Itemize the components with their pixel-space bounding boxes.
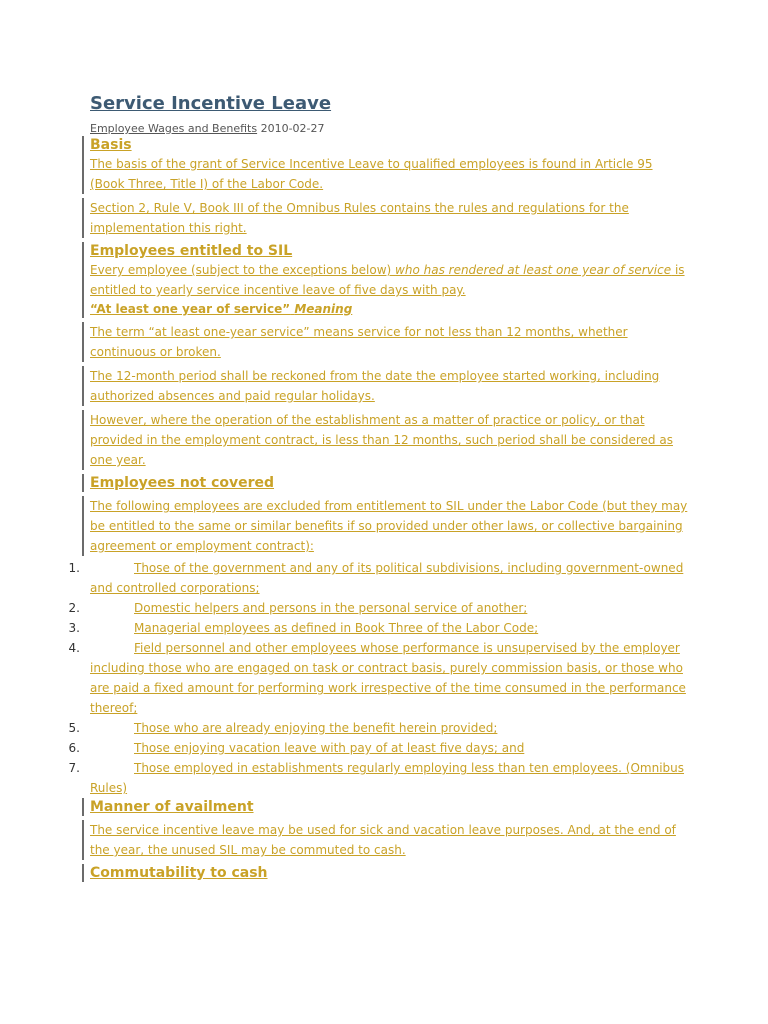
list-text: Those employed in establishments regularly employing less than ten employees. (Omnibus Rules) [90, 761, 685, 795]
entitled-paragraph-3: The 12-month period shall be reckoned from the date the employee started working, including authorized absences and paid regular holidays. [90, 369, 660, 403]
list-text: Those enjoying vacation leave with pay of at least five days; and [134, 741, 525, 755]
entitled-block-4 [82, 410, 690, 470]
entitled-paragraph-4: However, where the operation of the establishment as a matter of practice or policy, or that provided in the employment contract, is less than 12 months, such period shall be considered as one year. [90, 413, 673, 467]
section-commutability [82, 864, 690, 882]
heading-commutability: Commutability to cash [90, 865, 268, 881]
list-item [68, 618, 690, 638]
list-item [68, 638, 690, 718]
list-number: 2. [68, 601, 80, 615]
entitled-paragraph-1 [90, 260, 690, 300]
list-number: 3. [68, 621, 80, 635]
subheading-meaning [90, 300, 690, 318]
list-item [68, 558, 690, 598]
heading-entitled: Employees entitled to SIL [90, 243, 293, 259]
heading-not-covered: Employees not covered [90, 475, 275, 491]
availment-paragraph: The service incentive leave may be used for sick and vacation leave purposes. And, at the end of the year, the unused SIL may be commuted to cash. [90, 823, 676, 857]
heading-availment: Manner of availment [90, 799, 254, 815]
list-number: 4. [68, 641, 80, 655]
excluded-list [68, 558, 690, 798]
not-covered-intro: The following employees are excluded from entitlement to SIL under the Labor Code (but they may be entitled to the same or similar benefits if so provided under other laws, or collective bargaining agreement or employment contract): [90, 499, 688, 553]
not-covered-intro-block [82, 496, 690, 556]
section-entitled [82, 242, 690, 318]
list-number: 7. [68, 761, 80, 775]
list-number: 6. [68, 741, 80, 755]
heading-basis: Basis [90, 137, 132, 153]
subheading-quote: “At least one year of service” [90, 302, 291, 316]
list-number: 5. [68, 721, 80, 735]
basis-paragraph-2: Section 2, Rule V, Book III of the Omnibus Rules contains the rules and regulations for the implementation this right. [90, 201, 629, 235]
list-text: Domestic helpers and persons in the personal service of another; [134, 601, 528, 615]
list-text: Field personnel and other employees whose performance is unsupervised by the employer including those who are engaged on task or contract basis, purely commission basis, or those who are paid a fixed amount for performing work irrespective of the time consumed in the performance thereof; [90, 641, 686, 715]
availment-block [82, 820, 690, 860]
section-availment [82, 798, 690, 816]
section-not-covered [82, 474, 690, 492]
entitled-block-3 [82, 366, 690, 406]
list-item [68, 758, 690, 798]
entitled-p1-end: is entitled to yearly service incentive leave of five days with pay. [90, 263, 685, 297]
list-item [68, 598, 690, 618]
article-date: 2010-02-27 [260, 122, 325, 135]
entitled-p1-emphasis: who has rendered at least one year of service [395, 263, 672, 277]
section-basis [82, 136, 690, 194]
article-meta [90, 122, 690, 136]
list-text: Those who are already enjoying the benefit herein provided; [134, 721, 498, 735]
basis-paragraph-1: The basis of the grant of Service Incentive Leave to qualified employees is found in Article 95 (Book Three, Title I) of the Labor Code. [90, 157, 653, 191]
list-item [68, 738, 690, 758]
entitled-p1-start: Every employee (subject to the exceptions below) [90, 263, 396, 277]
article [68, 92, 690, 882]
list-text: Managerial employees as defined in Book Three of the Labor Code; [134, 621, 539, 635]
article-title[interactable]: Service Incentive Leave [90, 93, 332, 114]
list-item [68, 718, 690, 738]
entitled-block-2 [82, 322, 690, 362]
list-number: 1. [68, 561, 80, 575]
entitled-paragraph-2: The term “at least one-year service” means service for not less than 12 months, whether continuous or broken. [90, 325, 628, 359]
category-link[interactable]: Employee Wages and Benefits [90, 122, 258, 135]
subheading-meaning-word: Meaning [294, 302, 353, 316]
list-text: Those of the government and any of its political subdivisions, including government-owned and controlled corporations; [90, 561, 684, 595]
basis-block-2 [82, 198, 690, 238]
